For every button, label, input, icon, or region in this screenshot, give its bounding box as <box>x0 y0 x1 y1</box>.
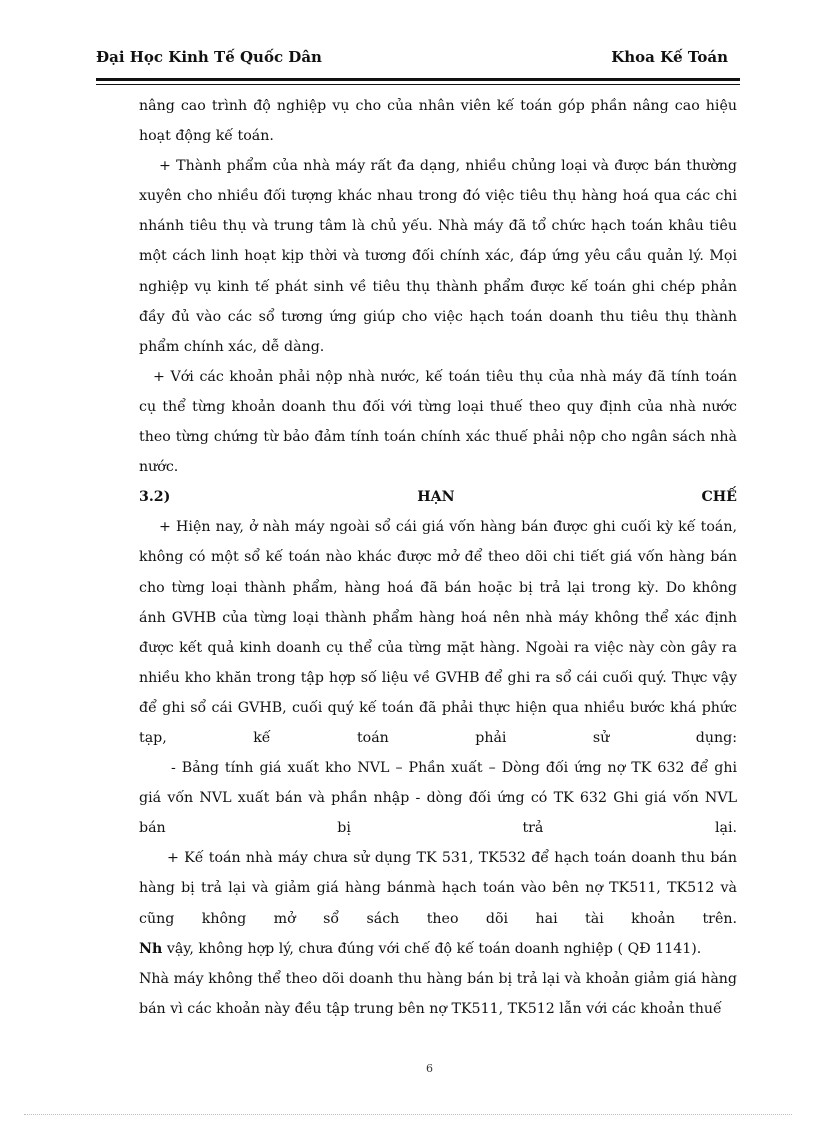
section-word-1: HẠN <box>417 489 455 506</box>
text-line: hoạt động kế toán. <box>139 128 274 145</box>
text-line: một cách linh hoạt kịp thời và tương đối chính xác, đáp ứng yêu cầu quản lý. Mọi <box>139 248 737 265</box>
section-word-2: CHẾ <box>701 489 737 506</box>
text-line: nhiều kho khăn trong tập hợp số liệu về GVHB để ghi ra sổ cái cuối quý. Thực vậy <box>139 669 737 686</box>
nh-prefix: Nh <box>139 940 163 957</box>
text-line: tạp, kế toán phải sử dụng: <box>139 729 737 746</box>
document-body <box>139 91 737 1024</box>
text-line: nhánh tiêu thụ và trung tâm là chủ yếu. Nhà máy đã tổ chức hạch toán khâu tiêu <box>139 218 737 235</box>
text-line: phẩm chính xác, dễ dàng. <box>139 338 325 355</box>
text-line: để ghi sổ cái GVHB, cuối quý kế toán đã phải thực hiện qua nhiều bước khá phức <box>139 699 737 716</box>
text-line: nước. <box>139 459 179 476</box>
section-number: 3.2) <box>139 489 171 506</box>
text-line: + Kế toán nhà máy chưa sử dụng TK 531, TK532 để hạch toán doanh thu bán <box>167 850 737 867</box>
text-line: đầy đủ vào các sổ tương ứng giúp cho việc hạch toán doanh thu tiêu thụ thành <box>139 308 737 325</box>
text-line: hàng bị trả lại và giảm giá hàng bánmà hạch toán vào bên nợ TK511, TK512 và <box>139 880 737 897</box>
text-line: nghiệp vụ kinh tế phát sinh về tiêu thụ thành phẩm được kế toán ghi chép phản <box>139 278 737 295</box>
text-line: Nhà máy không thể theo dõi doanh thu hàng bán bị trả lại và khoản giảm giá hàng <box>139 970 737 987</box>
text-line: + Hiện nay, ở nàh máy ngoài sổ cái giá vốn hàng bán được ghi cuối kỳ kế toán, <box>159 519 737 536</box>
text-line: cho từng loại thành phẩm, hàng hoá đã bán hoặc bị trả lại trong kỳ. Do không <box>139 579 737 596</box>
text-line: giá vốn NVL xuất bán và phần nhập - dòng đối ứng có TK 632 Ghi giá vốn NVL <box>139 790 737 807</box>
text-line: theo từng chứng từ bảo đảm tính toán chính xác thuế phải nộp cho ngân sách nhà <box>139 429 737 446</box>
section-heading <box>139 482 737 512</box>
header-faculty: Khoa Kế Toán <box>611 48 728 66</box>
header-university: Đại Học Kinh Tế Quốc Dân <box>96 48 322 66</box>
text-line: nâng cao trình độ nghiệp vụ cho của nhân viên kế toán góp phần nâng cao hiệu <box>139 98 737 114</box>
text-line: được kết quả kinh doanh cụ thể của từng mặt hàng. Ngoài ra việc này còn gây ra <box>139 639 737 656</box>
page-header <box>96 48 736 70</box>
text-line: + Thành phẩm của nhà máy rất đa dạng, nhiều chủng loại và được bán thường <box>159 158 737 175</box>
text-line: + Với các khoản phải nộp nhà nước, kế toán tiêu thụ của nhà máy đã tính toán <box>153 368 737 385</box>
header-rule-thick <box>96 78 740 81</box>
header-rule-thin <box>96 84 740 85</box>
page-number: 6 <box>426 1062 433 1075</box>
text-line: cụ thể từng khoản doanh thu đối với từng loại thuế theo quy định của nhà nước <box>139 398 737 415</box>
text-line: bán bị trả lại. <box>139 820 737 837</box>
text-line: xuyên cho nhiều đối tượng khác nhau trong đó việc tiêu thụ hàng hoá qua các chi <box>139 188 737 205</box>
text-line-with-prefix <box>139 934 737 964</box>
text-line: - Bảng tính giá xuất kho NVL – Phần xuất – Dòng đối ứng nợ TK 632 để ghi <box>171 760 737 777</box>
footer-dotted-rule <box>24 1114 792 1115</box>
text-line: bán vì các khoản này đều tập trung bên nợ TK511, TK512 lẫn với các khoản thuế <box>139 1000 722 1017</box>
text-line: cũng không mở sổ sách theo dõi hai tài khoản trên. <box>139 910 737 927</box>
text-line: vậy, không hợp lý, chưa đúng với chế độ kế toán doanh nghiệp ( QĐ 1141). <box>166 940 702 957</box>
text-line: không có một sổ kế toán nào khác được mở để theo dõi chi tiết giá vốn hàng bán <box>139 549 737 566</box>
text-line: ánh GVHB của từng loại thành phẩm hàng hoá nên nhà máy không thể xác định <box>139 609 737 626</box>
